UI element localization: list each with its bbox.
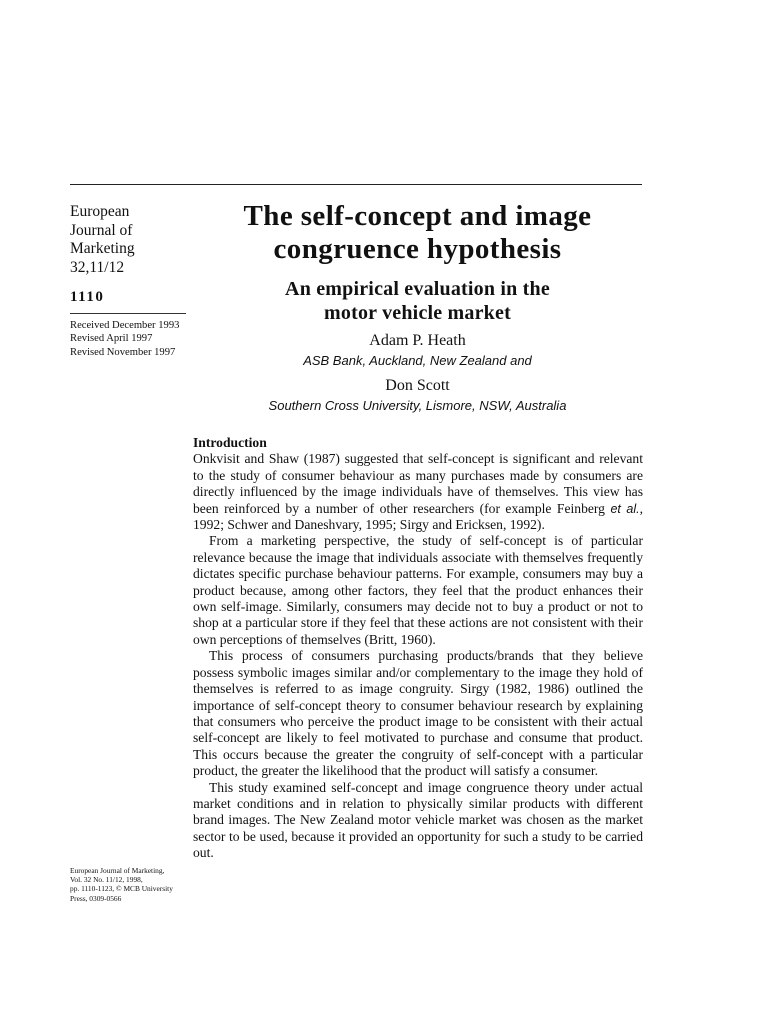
paragraph-text: , 1992; Schwer and Daneshvary, 1995; Sirgy and Ericksen, 1992).	[193, 500, 643, 533]
header-rule	[70, 184, 642, 185]
author-affiliation: Southern Cross University, Lismore, NSW, Australia	[268, 398, 567, 413]
author-name: Adam P. Heath	[369, 332, 466, 349]
paragraph: From a marketing perspective, the study of self-concept is of particular relevance because the image that individuals associate with themselves frequently dictates specific purchase behaviour patterns. For example, consumers may buy a product because, among other factors, they feel that the product enhances their own self-image. Similarly, consumers may decide not to buy a product or not to shop at a particular store if they feel that these actions are not consistent with their own perceptions of themselves (Britt, 1960).	[193, 533, 643, 647]
author-affiliation: ASB Bank, Auckland, New Zealand and	[303, 353, 532, 368]
citation-line: Press, 0309-0566	[70, 893, 122, 903]
title-line: congruence hypothesis	[273, 233, 562, 265]
article-body	[193, 435, 643, 862]
journal-line: European	[70, 203, 130, 220]
revised-date: Revised April 1997	[70, 333, 153, 345]
journal-volume: 32,11/12	[70, 258, 125, 276]
sidebar-rule	[70, 313, 186, 314]
title-line: The self-concept and image	[243, 200, 592, 232]
submission-dates	[70, 319, 190, 359]
subtitle-line: An empirical evaluation in the	[285, 278, 550, 300]
paragraph: This process of consumers purchasing products/brands that they believe possess symbolic images similar and/or complementary to the image they hold of themselves is referred to as image congruity. Sirgy (1982, 1986) outlined the importance of self-concept theory to consumer behaviour research by explaining that consumers who perceive the product image to be consistent with their actual self-concept are likely to feel motivated to purchase and consume that product. This occurs because the greater the congruity of self-concept with a particular product, the greater the likelihood that the product will satisfy a consumer.	[193, 648, 643, 779]
sidebar	[70, 203, 190, 359]
article-subtitle	[190, 277, 645, 325]
page-number: 1110	[70, 289, 105, 305]
journal-name	[70, 203, 190, 277]
journal-line: Marketing	[70, 240, 135, 257]
citation-line: European Journal of Marketing,	[70, 866, 165, 875]
subtitle-line: motor vehicle market	[324, 302, 511, 324]
revised-date: Revised November 1997	[70, 346, 176, 358]
author-name: Don Scott	[385, 377, 450, 394]
received-date: Received December 1993	[70, 320, 180, 331]
paragraph-text: Onkvisit and Shaw (1987) suggested that self-concept is significant and relevant to the study of consumer behaviour as many purchases made by consumers are directly influenced by the image individuals have of themselves. This view has been reinforced by a number of other researchers (for example Feinberg	[193, 451, 643, 516]
section-heading: Introduction	[193, 435, 267, 450]
journal-citation	[70, 866, 188, 903]
paragraph	[193, 451, 643, 533]
article-title	[190, 200, 645, 266]
journal-line: Journal of	[70, 221, 133, 239]
citation-line: Vol. 32 No. 11/12, 1998,	[70, 875, 143, 885]
citation-line: pp. 1110-1123, © MCB University	[70, 884, 173, 894]
paragraph: This study examined self-concept and image congruence theory under actual market conditions and in relation to physically similar products with different brand images. The New Zealand motor vehicle market was chosen as the market sector to be used, because it provided an opportunity for such a study to be carried out.	[193, 779, 643, 861]
et-al-text: et al.	[610, 501, 640, 516]
article-header	[190, 200, 645, 415]
